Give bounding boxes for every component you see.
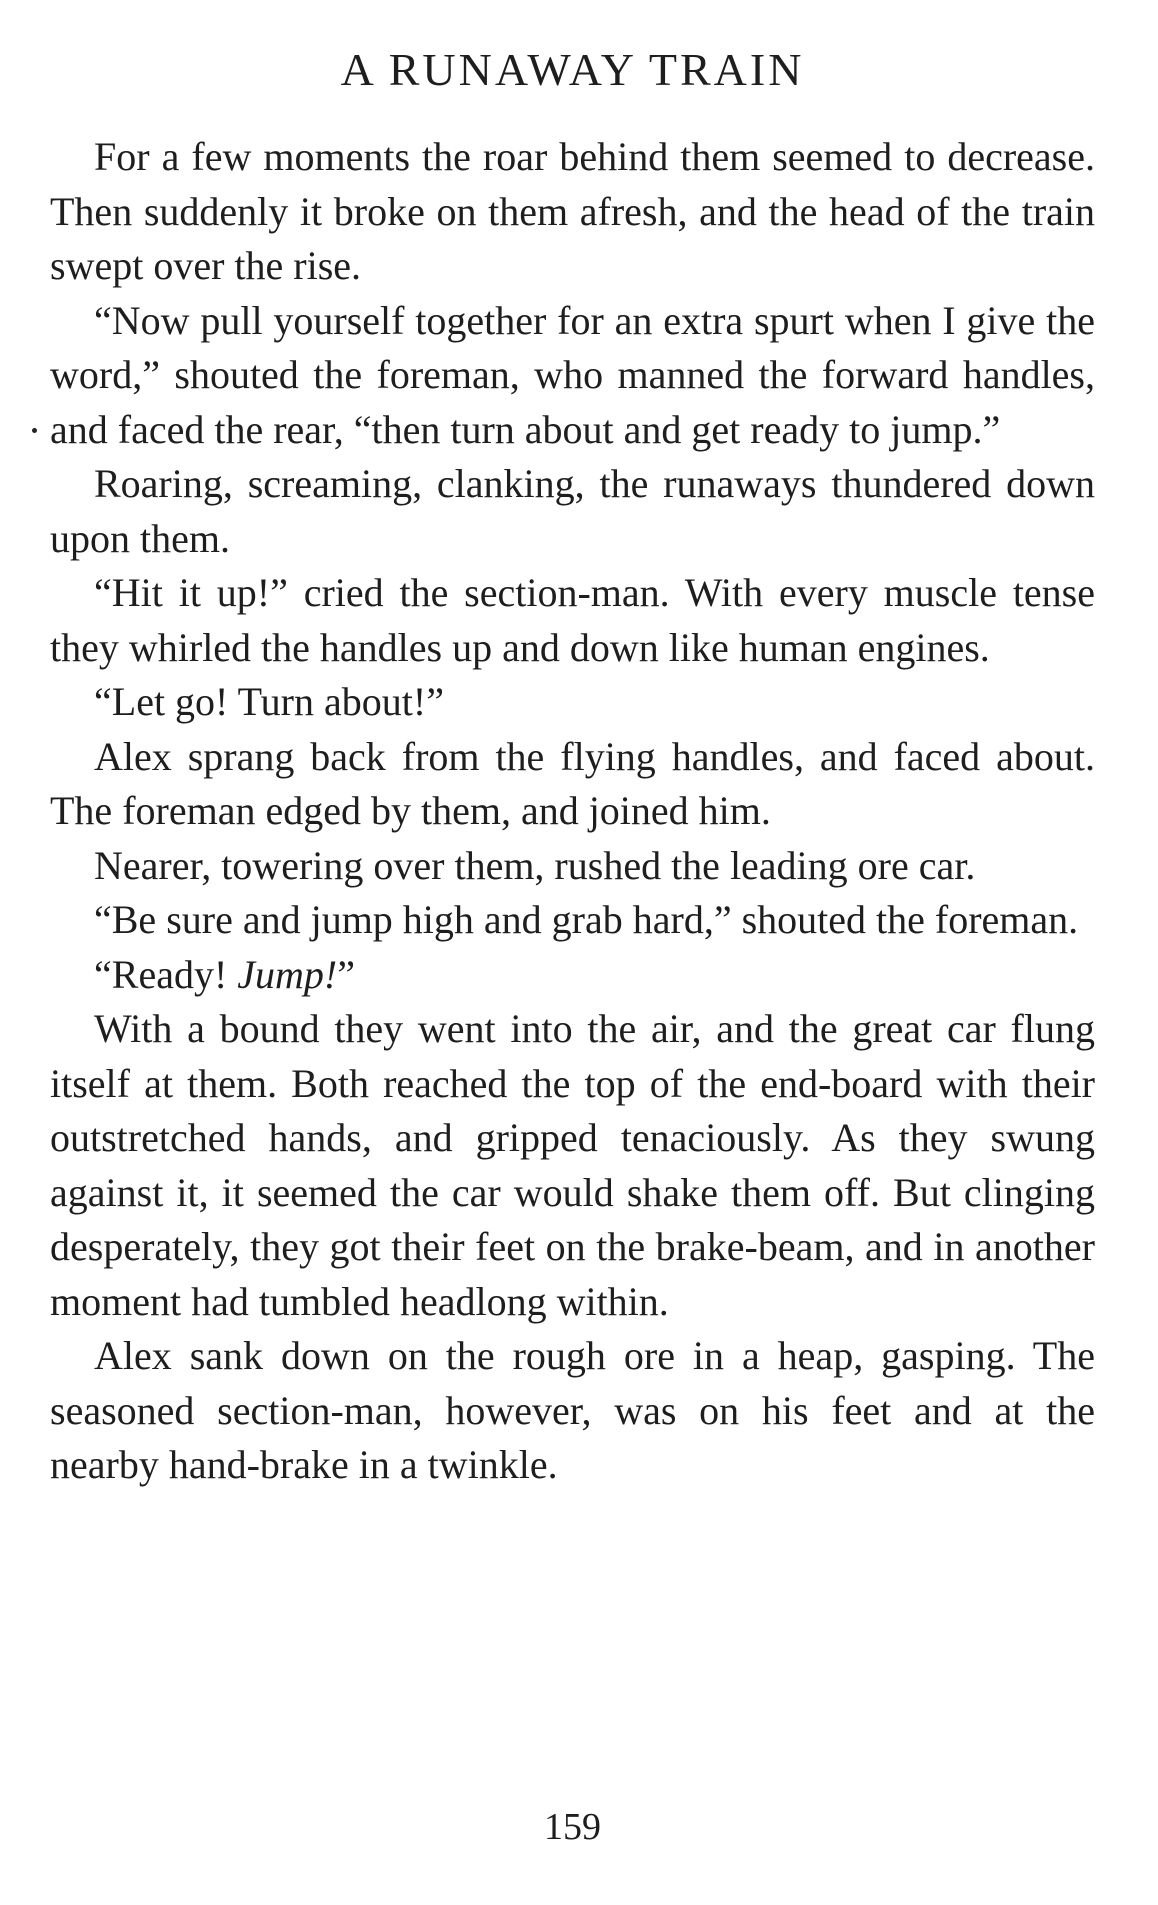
paragraph-let-go: “Let go! Turn about!” <box>94 679 444 724</box>
ready-close-quote: ” <box>337 951 356 997</box>
paragraph-alex-sprang: Alex sprang back from the flying handles, and faced about. The foreman edged by them, and joined him. <box>50 733 1095 833</box>
page-number: 159 <box>544 1806 601 1848</box>
ready-open-quote: “ <box>94 951 112 997</box>
book-page <box>50 40 1095 1880</box>
body-text <box>50 130 1095 1493</box>
paragraph-roar: For a few moments the roar behind them seemed to decrease. Then suddenly it broke on them afresh, and the head of the train swept over the rise. <box>50 134 1095 288</box>
jump-text: Jump! <box>237 951 338 997</box>
paragraph-be-sure: “Be sure and jump high and grab hard,” shouted the foreman. <box>94 897 1079 942</box>
paragraph-alex-sank: Alex sank down on the rough ore in a heap, gasping. The seasoned section-man, however, was on his feet and at the nearby hand-brake in a twinkle. <box>50 1333 1095 1487</box>
paragraph-pull-together: “Now pull yourself together for an extra spurt when I give the word,” shouted the foreman, who manned the forward handles, and faced the rear, “then turn about and get ready to jump.” <box>50 297 1095 452</box>
paragraph-bound: With a bound they went into the air, and the great car flung itself at them. Both reached the top of the end-board with their outstretched hands, and gripped tenaciously. As they swung against it, it seemed the car would shake them off. But clinging desperately, they got their feet on the brake-beam, and in another moment had tumbled headlong within. <box>50 1006 1095 1324</box>
ready-text: Ready! <box>111 951 238 997</box>
running-head: A RUNAWAY TRAIN <box>340 44 805 95</box>
paragraph-nearer: Nearer, towering over them, rushed the leading ore car. <box>94 842 976 888</box>
margin-mark-dot <box>32 428 37 433</box>
paragraph-runaways: Roaring, screaming, clanking, the runaways thundered down upon them. <box>50 461 1095 561</box>
paragraph-ready-jump <box>50 948 1095 1003</box>
paragraph-hit-it-up: “Hit it up!” cried the section-man. With every muscle tense they whirled the handles up and down like human engines. <box>50 570 1095 670</box>
